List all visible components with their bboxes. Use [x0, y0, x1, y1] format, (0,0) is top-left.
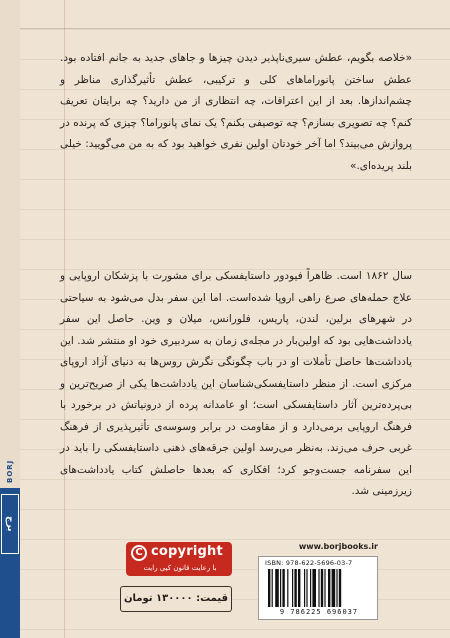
quote-paragraph	[60, 48, 412, 177]
publisher-logo	[0, 492, 20, 556]
barcode-bar	[287, 569, 288, 607]
isbn-label: ISBN: 978-622-5696-03-7	[265, 559, 353, 567]
barcode-bar	[272, 569, 273, 607]
barcode-bar	[339, 569, 341, 607]
description-text: سال ۱۸۶۲ است. ظاهراً فیودور داستایفسکی برای مشورت با پزشکان اروپایی و علاج حمله‌های صرع راهی اروپا شده‌است. اما این سفر بدل می‌شود به سیاحتی در شهرهای برلین، لندن، پاریس، فلورانس، میلان و وین. حاصل این سفر یادداشت‌هایی بود که اولین‌بار در مجله‌ی زمان به سردبیری خود او منتشر شد. این یادداشت‌ها حاصل تأملات او در باب چگونگی نگرش روس‌ها به دنیای آزاد اروپای مرکزی است. از منظر داستایفسکی‌شناسان این یادداشت‌ها یکی از صریح‌ترین و بی‌پرده‌ترین آثار داستایفسکی است؛ او عامدانه پرده از درونیاتش در برخورد با فرهنگ اروپایی برمی‌دارد و از مقاومت در برابر وسوسه‌ی تأثیرپذیری از فرهنگ غربی حرف می‌زند. به‌نظر می‌رسد اولین جرقه‌های ذهنی داستایفسکی را باید در این سفرنامه جست‌وجو کرد؛ افکاری که بعدها حاصلش کتاب یادداشت‌های زیرزمینی شد.	[60, 270, 412, 497]
publisher-logo-icon: برج	[1, 494, 19, 554]
barcode-bar	[292, 569, 293, 607]
barcode-bar	[332, 569, 336, 607]
copyright-subtitle: با رعایت قانون کپی رایت	[143, 564, 217, 572]
barcode-bar	[282, 569, 284, 607]
barcode-bar	[294, 569, 296, 607]
barcode-graphic	[267, 569, 371, 607]
publisher-website: www.borjbooks.ir	[298, 542, 378, 551]
copyright-icon: C	[131, 545, 147, 561]
notebook-top-line	[20, 28, 450, 29]
barcode-bar	[328, 569, 330, 607]
quote-text: «خلاصه بگویم، عطش سیری‌ناپذیر دیدن چیزها و جاهای جدید به جانم افتاده بود. عطش ساختن پانوراماهای کلی و ترکیبی، عطش تأثیرگذاری مناظر و چشم‌اندازها. بعد از این اعترافات، چه انتظاری از من دارید؟ چه برایتان تعریف کنم؟ چه تصویری بسازم؟ چه توصیفی بکنم؟ یک نمای پانوراما؟ چیزی که پرنده در پروازش می‌بیند؟ اما آخر خودتان اولین نفری خواهید بود که به من می‌گویید: خیلی بلند پریده‌ای.»	[60, 52, 412, 172]
barcode-digits: 9 786225 696037	[279, 608, 359, 616]
barcode-bar	[268, 569, 270, 607]
barcode-bar	[275, 569, 279, 607]
barcode-bar	[336, 569, 337, 607]
copyright-word: copyright	[151, 544, 223, 559]
description-paragraph	[60, 266, 412, 503]
barcode-bar	[304, 569, 305, 607]
barcode-bar	[306, 569, 307, 607]
price-label: قیمت: ۱۳۰۰۰۰ تومان	[120, 586, 232, 612]
publisher-brand-label: BORJ	[6, 459, 14, 483]
barcode-bar	[298, 569, 300, 607]
copyright-badge	[126, 542, 232, 576]
isbn-barcode-box	[258, 556, 378, 620]
barcode-bar	[280, 569, 281, 607]
barcode-bar	[318, 569, 319, 607]
barcode-bar	[321, 569, 323, 607]
barcode-bar	[310, 569, 311, 607]
barcode-bar	[312, 569, 316, 607]
barcode-bar	[324, 569, 325, 607]
